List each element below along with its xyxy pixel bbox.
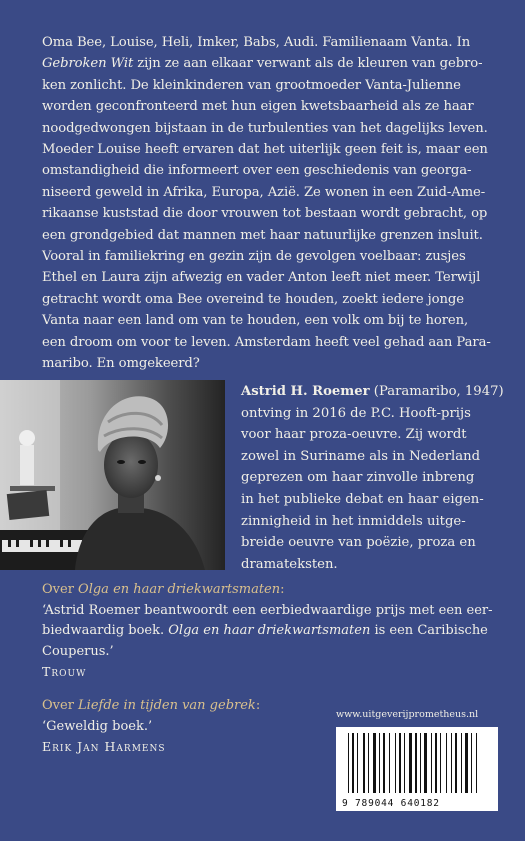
blurb-line: niseerd geweld in Afrika, Europa, Azië. Ze wonen in een Zuid-Ame- <box>42 184 486 200</box>
bio-line: dramateksten. <box>241 556 338 572</box>
blurb-line: ken zonlicht. De kleinkinderen van grootmoeder Vanta-Julienne <box>42 77 461 93</box>
bio-line: zowel in Suriname als in Nederland <box>241 448 481 464</box>
bio-line: ontving in 2016 de P.C. Hooft-prijs <box>241 405 471 421</box>
barcode-icon <box>336 727 498 799</box>
blurb-line: Vanta naar een land om van te houden, een volk om bij te horen, <box>42 313 469 329</box>
review-colon: : <box>255 697 261 713</box>
back-cover-blurb <box>42 32 498 375</box>
review-block-olga <box>42 580 502 683</box>
blurb-line: omstandigheid die informeert over een geschiedenis van georga- <box>42 163 472 179</box>
blurb-line: Oma Bee, Louise, Heli, Imker, Babs, Audi. Familienaam Vanta. In <box>42 35 471 50</box>
bio-line: geprezen om haar zinvolle inbreng <box>241 470 475 486</box>
blurb-line: worden geconfronteerd met hun eigen kwetsbaarheid als ze haar <box>42 99 474 115</box>
review-source: Erik Jan Harmens <box>42 739 166 755</box>
bio-line: voor haar proza-oeuvre. Zij wordt <box>241 427 467 443</box>
blurb-line <box>42 53 498 74</box>
review-over-label: Over <box>42 582 79 597</box>
blurb-line: rikaanse kuststad die door vrouwen tot bestaan wordt gebracht, op <box>42 206 488 222</box>
blurb-line: een droom om voor te leven. Amsterdam heeft veel gehad aan Para- <box>42 334 491 350</box>
review-book-title: Liefde in tijden van gebrek <box>78 697 256 713</box>
bio-line: zinnigheid in het inmiddels uitge- <box>241 513 466 529</box>
blurb-line: Vooral in familiekring en gezin zijn de gevolgen voelbaar: zusjes <box>42 249 466 265</box>
isbn-barcode <box>336 727 498 811</box>
review-quote-line <box>42 621 502 642</box>
review-quote-line: Couperus.’ <box>42 643 114 659</box>
bio-birth: (Paramaribo, 1947) <box>369 384 504 399</box>
review-book-title: Olga en haar driekwartsmaten <box>78 582 281 597</box>
book-title-gebroken-wit: Gebroken Wit <box>42 56 134 72</box>
blurb-line: Ethel en Laura zijn afwezig en vader Anton leeft niet meer. Terwijl <box>42 270 481 286</box>
blurb-line: noodgedwongen bijstaan in de turbulenties van het dagelijks leven. <box>42 120 488 136</box>
blurb-line: maribo. En omgekeerd? <box>42 356 200 372</box>
author-bio <box>241 381 504 575</box>
review-heading <box>42 580 502 601</box>
bio-line: breide oeuvre van poëzie, proza en <box>241 535 476 551</box>
review-quote-text: biedwaardig boek. <box>42 623 169 639</box>
review-quote-line: ‘Astrid Roemer beantwoordt een eerbiedwaardige prijs met een eer- <box>42 602 493 618</box>
review-colon: : <box>280 582 285 597</box>
bio-line <box>241 381 504 403</box>
blurb-line: getracht wordt oma Bee overeind te houden, zoekt iedere jonge <box>42 291 464 307</box>
isbn-number: 9 789044 640182 <box>342 798 440 809</box>
bio-line: in het publieke debat en haar eigen- <box>241 491 484 507</box>
review-quote-text: is een Caribische <box>370 623 488 639</box>
author-name: Astrid H. Roemer <box>241 384 370 399</box>
author-photo-illustration <box>0 380 225 570</box>
blurb-line: Moeder Louise heeft ervaren dat het uiterlijk geen feit is, maar een <box>42 142 488 158</box>
blurb-line: een grondgebied dat mannen met haar natuurlijke grenzen insluit. <box>42 227 483 243</box>
review-quote-book-title: Olga en haar driekwartsmaten <box>168 623 371 639</box>
blurb-line-text: zijn ze aan elkaar verwant als de kleuren van gebro- <box>133 56 483 72</box>
author-photo <box>0 380 225 570</box>
review-source: Trouw <box>42 664 87 680</box>
review-over-label: Over <box>42 697 79 713</box>
publisher-website: www.uitgeverijprometheus.nl <box>336 709 479 720</box>
review-quote-line: ‘Geweldig boek.’ <box>42 718 153 734</box>
